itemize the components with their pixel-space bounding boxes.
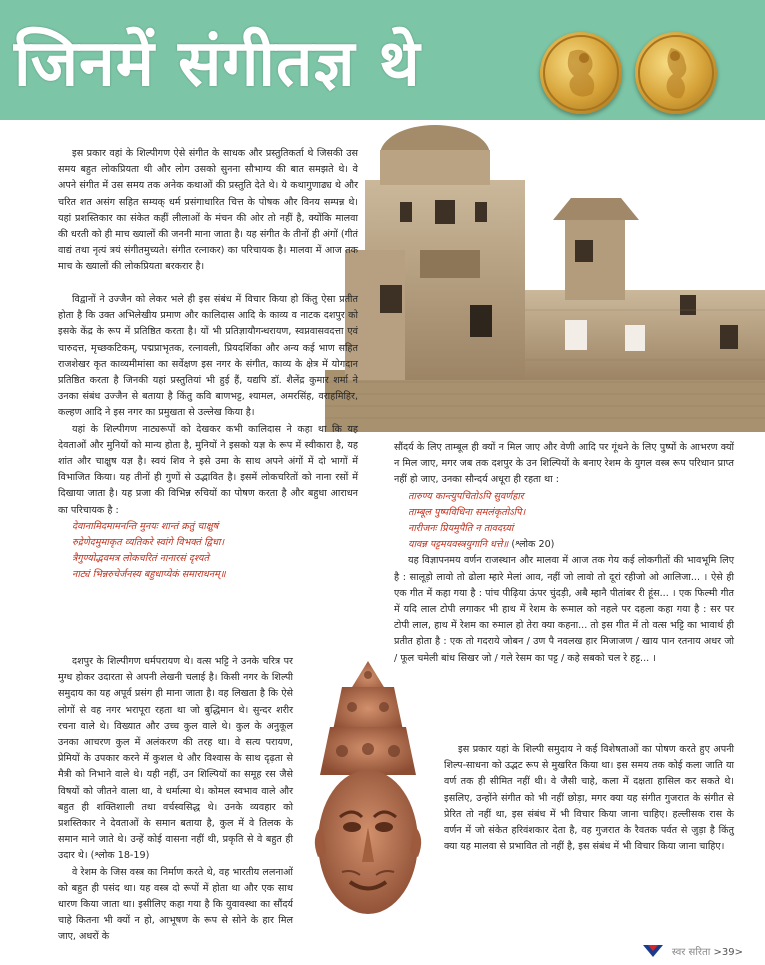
paragraph-5: वे रेशम के जिस वस्त्र का निर्माण करते थे, वह भारतीय ललनाओं को बहुत ही पसंद था। यह वस्त्र दो रूपों में होता था और एक साथ धारण किया जाता था। इसीलिए कहा गया है कि युवावस्था का सौंदर्य चाहे कितना भी क्यों न हो, आभूषण के रूप से सोने के हार मिल जाए, अधरों के [58, 866, 293, 943]
verse-line: देवानामिदमामनन्ति मुनयः शान्तं क्रतुं चाक्षुषं [72, 520, 219, 532]
page-footer [643, 944, 743, 960]
left-column-body [58, 292, 358, 584]
right-column-top [394, 440, 734, 667]
paragraph-7: यह विज्ञापनमय वर्णन राजस्थान और मालवा में आज तक गेय कई लोकगीतों की भावभूमि लिए है : सालूड़ो लावो तो ढोला म्हारे मेलां आव, नहीं जो लावो तो दूरां रहीजो ओ आलिजा... । ऐसे ही एक गीत में कहा गया है : पांच पीढ़िया ऊंपर चुंदड़ी, अबै म्हानै पीतांबर री हूंस... । एक फिल्मी गीत में यदि लाल टोपी लगाकर भी हाथ में रेशम के रूमाल को नहले पर दहला कहा गया है : सर पर टोपी लाल, हाथ में रेशम का रुमाल हो तेरा क्या कहना... तो इस गीत में तो वत्स भट्टि का भावार्थ ही प्रतीत होता है : एक तो गदराये जोबन / उण पै नवलख हार मिजाजण / खाय पान रतनाय अधर जो / फूल चमेली बांध सिखर जो / गले रेसम का पट्ट / कहे सबको चल रे हट्ट... । [394, 555, 734, 664]
fort-ruins-image [325, 120, 765, 432]
verse-line: ताम्बूल पुष्पविधिना समलंकृतोऽपि। [408, 506, 526, 518]
verse-line: नारीजनः प्रियमुपैति न तावदग्र्यां [408, 523, 514, 535]
paragraph-2: विद्वानों ने उज्जैन को लेकर भले ही इस संबंध में विचार किया हो किंतु ऐसा प्रतीत होता है कि उक्त अभिलेखीय प्रमाण और कालिदास आदि के काव्य व नाटक दशपुर को इसके केंद्र के रूप में प्रतिष्ठित करता है। यों भी प्रतिज्ञायौगन्धरायण, स्वप्नवासवदत्ता एवं चारुदत्त, मृच्छकटिकम्, पद्मप्राभृतक, रत्नावली, प्रियदर्शिका और अन्य कई भाण सहित राजशेखर कृत काव्यमीमांसा का सर्वेक्षण इस नगर के संगीत, काव्य के क्षेत्र में योगदान प्रतिष्ठित करता है जिनकी यहां प्रस्तुतियां भी हुई हैं, यद्यपि डॉ. शैलेंद्र कुमार शर्मा ने उनका संबंध उज्जैन से बताया है किंतु कवि बाणभट्ट, श्यामल, अमरसिंह, वराहमिहिर, कल्हण आदि ने इस नगर का प्रमुखता से उल्लेख किया है। [58, 294, 358, 419]
gold-coin-image-2 [635, 32, 717, 114]
magazine-logo-icon [643, 945, 663, 960]
verse-line: यावन्न पट्टमयवस्त्रयुगानि धत्ते॥ (श्लोक 20) [408, 539, 555, 551]
page-number: >39> [713, 947, 743, 958]
paragraph-1: इस प्रकार वहां के शिल्पीगण ऐसे संगीत के साधक और प्रस्तुतिकर्ता थे जिसकी उस समय बहुत लोकप्रियता थी और लोग उसको सुनना सौभाग्य की बात समझते थे। वे अपने संगीत में उस समय तक अनेक कथाओं की प्रस्तुति देते थे। ये कथागुणाढ्य थे और चरित शत असंग सहित सम्यक् धर्म प्रसंगाधारित चित्त के पोषक और विनय सम्पन्न थे। यहां प्रशस्तिकार का संकेत कहीं लीलाओं के मंचन की ओर तो नहीं है, क्योंकि मालवा की धरती को ही माच ख्यालों की जननी माना जाता है। यह संगीत के तीनों ही अंगों (गीतं वाद्यं तथा नृत्यं त्रयं संगीतमुच्यते। संगीत रत्नाकर) का परिचायक है। मालवा में आज तक माच के ख्यालों की लोकप्रियता बरकरार है। [58, 148, 358, 273]
page-title: जिनमें संगीतज्ञ थे [14, 27, 421, 101]
verse-line: नाट्यं भिन्नरुचेर्जनस्य बहुधाप्येकं समाराधनम्॥ [72, 569, 226, 581]
verse-line: तारुण्य कान्त्युपचितोऽपि सुवर्णहार [408, 490, 524, 502]
left-column-intro [58, 146, 358, 276]
gold-coin-image-1 [540, 32, 622, 114]
verse-line: रुद्रेणेदमुमाकृत व्यतिकरे स्वांगे विभक्तं द्विधा। [72, 537, 225, 549]
paragraph-6: सौंदर्य के लिए ताम्बूल ही क्यों न मिल जाए और वेणी आदि पर गूंथने के लिए पुष्पों के आभरण क्यों न मिल जाए, मगर जब तक दशपुर के उन शिल्पियों के बनाए रेशम के युगल वस्त्र रूप परिधान प्राप्त नहीं हो जाए, उनका सौन्दर्य अधूरा ही रहता था : [394, 442, 734, 486]
verse-reference: (श्लोक 20) [511, 539, 555, 551]
verse-line: त्रैगुण्योद्भवमत्र लोकचरितं नानारसं दृश्यते [72, 553, 209, 565]
left-column-lower [58, 654, 293, 946]
sanskrit-verse-left [58, 519, 358, 584]
paragraph-4: दशपुर के शिल्पीगण धर्मपरायण थे। वत्स भट्टि ने उनके चरित्र पर मुग्ध होकर उदारता से अपनी लेखनी चलाई है। किसी नगर के शिल्पी समुदाय का यह अपूर्व प्रसंग ही माना जाता है। वह लिखता है कि ऐसे लोगों से वह नगर भरापूरा रहता था जो बुद्धिमान थे। सुन्दर शरीर रचना वाले थे। विख्यात और उच्च कुल वाले थे। कुल के अनुकूल उनका आचरण कुल में अलंकरण की तरह था। वे सत्य परायण, प्रेमियों के उपकार करने में कुशल थे और विश्वास के साथ दृढ़ता से मैत्री को निभाने वाले थे। यही नहीं, उन शिल्पियों का समूह रस जैसे विषयों को जीतने वाला था, वे धर्मात्मा थे। कोमल स्वभाव वाले और बहुत ही शक्तिशाली तथा वर्चस्वसिद्ध थे। उनके व्यवहार को प्रशस्तिकार ने देवताओं के समान बताया है, कुल में वे तिलक के समान माने जाते थे। उन्हें कोई वासना नहीं थी, प्रकृति से वे बहुत ही उदार थे। (श्लोक 18-19) [58, 656, 293, 862]
paragraph-3: यहां के शिल्पीगण नाट्यरूपों को देखकर कभी कालिदास ने कहा था कि यह देवताओं और मुनियों को मान्य होता है, मुनियों ने इसको यज्ञ के रूप में स्वीकारा है, यह शांत और चाक्षुष यज्ञ है। स्वयं शिव ने इसे उमा के साथ अपने अंगों में दो भागों में विभाजित किया। यह तीनों ही गुणों से उद्भावित है। इसमें लोकचरितों को नाना रसों में दिखाया जाता है। यह प्रजा की विभिन्न रुचियों का पोषण करता है और बहुधा आराधन का परिचायक है : [58, 423, 358, 516]
sanskrit-verse-right [394, 489, 734, 554]
carved-face-mask-image [302, 657, 434, 939]
magazine-name: स्वर सरिता [671, 947, 711, 958]
paragraph-8: इस प्रकार यहां के शिल्पी समुदाय ने कई विशेषताओं का पोषण करते हुए अपनी शिल्प-साधना को उद्भट रूप से मुखरित किया था। इस समय तक कोई कला जाति या वर्ण तक ही सीमित नहीं थी। वे जैसी चाहे, कला में दक्षता हासिल कर सकते थे। इसलिए, उन्होंने संगीत को भी नहीं छोड़ा, मगर क्या यह संगीत गुजरात के संगीत से प्रेरित तो नहीं था, इस संबंध में भी विचार किया जाना चाहिए। हल्लीसक रास के वर्णन में जो संकेत हरिवंशकार देता है, वह गुजरात के रैवतक पर्वत से जुड़ा है किंतु क्या यह मालवा से प्रभावित तो नहीं है, इस संबंध में भी विचार किया जाना चाहिए। [444, 744, 734, 853]
right-column-bottom [444, 742, 734, 855]
